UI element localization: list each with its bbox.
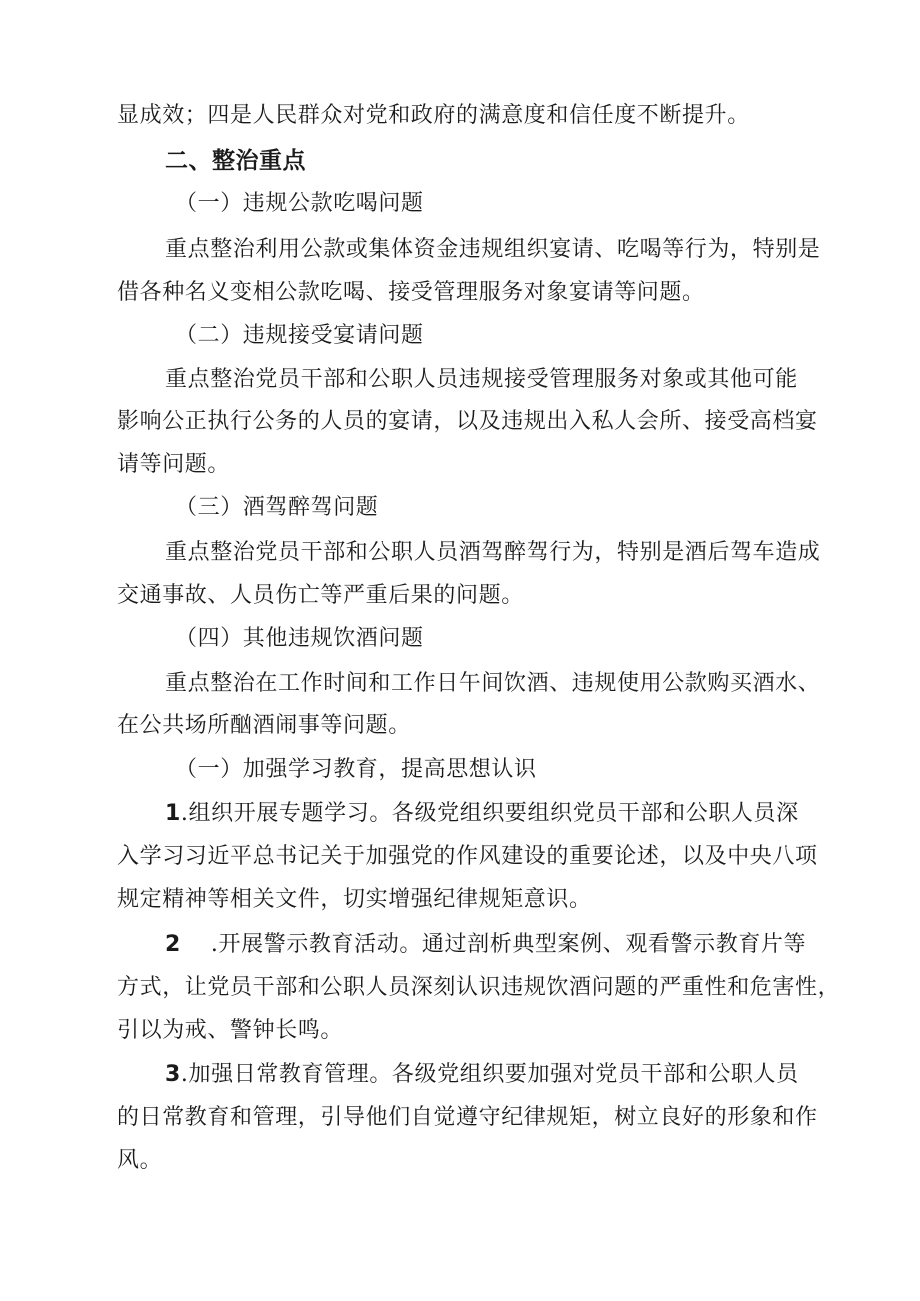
paragraph-line: 重点整治党员干部和公职人员违规接受管理服务对象或其他可能 bbox=[165, 367, 798, 392]
paragraph-line: 引以为戒、警钟长鸣。 bbox=[117, 1018, 344, 1043]
point-text: .开展警示教育活动。通过剖析典型案例、观看警示教育片等 bbox=[210, 932, 807, 957]
paragraph-line: 重点整治在工作时间和工作日午间饮酒、违规使用公款购买酒水、 bbox=[165, 671, 821, 696]
paragraph-line: 方式，让党员干部和公职人员深刻认识违规饮酒问题的严重性和危害性， bbox=[117, 975, 841, 1000]
paragraph-line: 借各种名义变相公款吃喝、接受管理服务对象宴请等问题。 bbox=[117, 280, 705, 305]
numbered-point bbox=[165, 1061, 799, 1089]
paragraph-line: 重点整治利用公款或集体资金违规组织宴请、吃喝等行为，特别是 bbox=[165, 237, 821, 262]
point-number: 1 bbox=[165, 801, 181, 826]
paragraph-line: 入学习习近平总书记关于加强党的作风建设的重要论述，以及中央八项 bbox=[117, 844, 818, 869]
paragraph-line: 在公共场所酗酒闹事等问题。 bbox=[117, 713, 411, 738]
paragraph-line: 的日常教育和管理，引导他们自觉遵守纪律规矩，树立良好的形象和作 bbox=[117, 1105, 818, 1130]
paragraph-line: 规定精神等相关文件，切实增强纪律规矩意识。 bbox=[117, 887, 592, 912]
subsection-title: （一）违规公款吃喝问题 bbox=[175, 191, 424, 216]
subsection-title: （二）违规接受宴请问题 bbox=[175, 323, 424, 348]
point-text: .加强日常教育管理。各级党组织要加强对党员干部和公职人员 bbox=[180, 1062, 799, 1087]
subsection-title: （一）加强学习教育，提高思想认识 bbox=[175, 757, 537, 782]
section-heading: 二、整治重点 bbox=[165, 148, 306, 174]
point-number: 3 bbox=[165, 1062, 181, 1087]
paragraph-line: 交通事故、人员伤亡等严重后果的问题。 bbox=[117, 583, 524, 608]
paragraph-line: 风。 bbox=[117, 1148, 163, 1173]
subsection-title: （四）其他违规饮酒问题 bbox=[175, 626, 424, 651]
paragraph-line: 请等问题。 bbox=[117, 452, 231, 477]
numbered-point bbox=[165, 931, 806, 959]
paragraph-line: 重点整治党员干部和公职人员酒驾醉驾行为，特别是酒后驾车造成 bbox=[165, 540, 821, 565]
paragraph-line: 显成效；四是人民群众对党和政府的满意度和信任度不断提升。 bbox=[117, 103, 750, 128]
paragraph-line: 影响公正执行公务的人员的宴请，以及违规出入私人会所、接受高档宴 bbox=[117, 409, 818, 434]
point-text: .组织开展专题学习。各级党组织要组织党员干部和公职人员深 bbox=[180, 801, 799, 826]
subsection-title: （三）酒驾醉驾问题 bbox=[175, 495, 379, 520]
point-number: 2 bbox=[165, 932, 181, 957]
numbered-point bbox=[165, 800, 799, 828]
